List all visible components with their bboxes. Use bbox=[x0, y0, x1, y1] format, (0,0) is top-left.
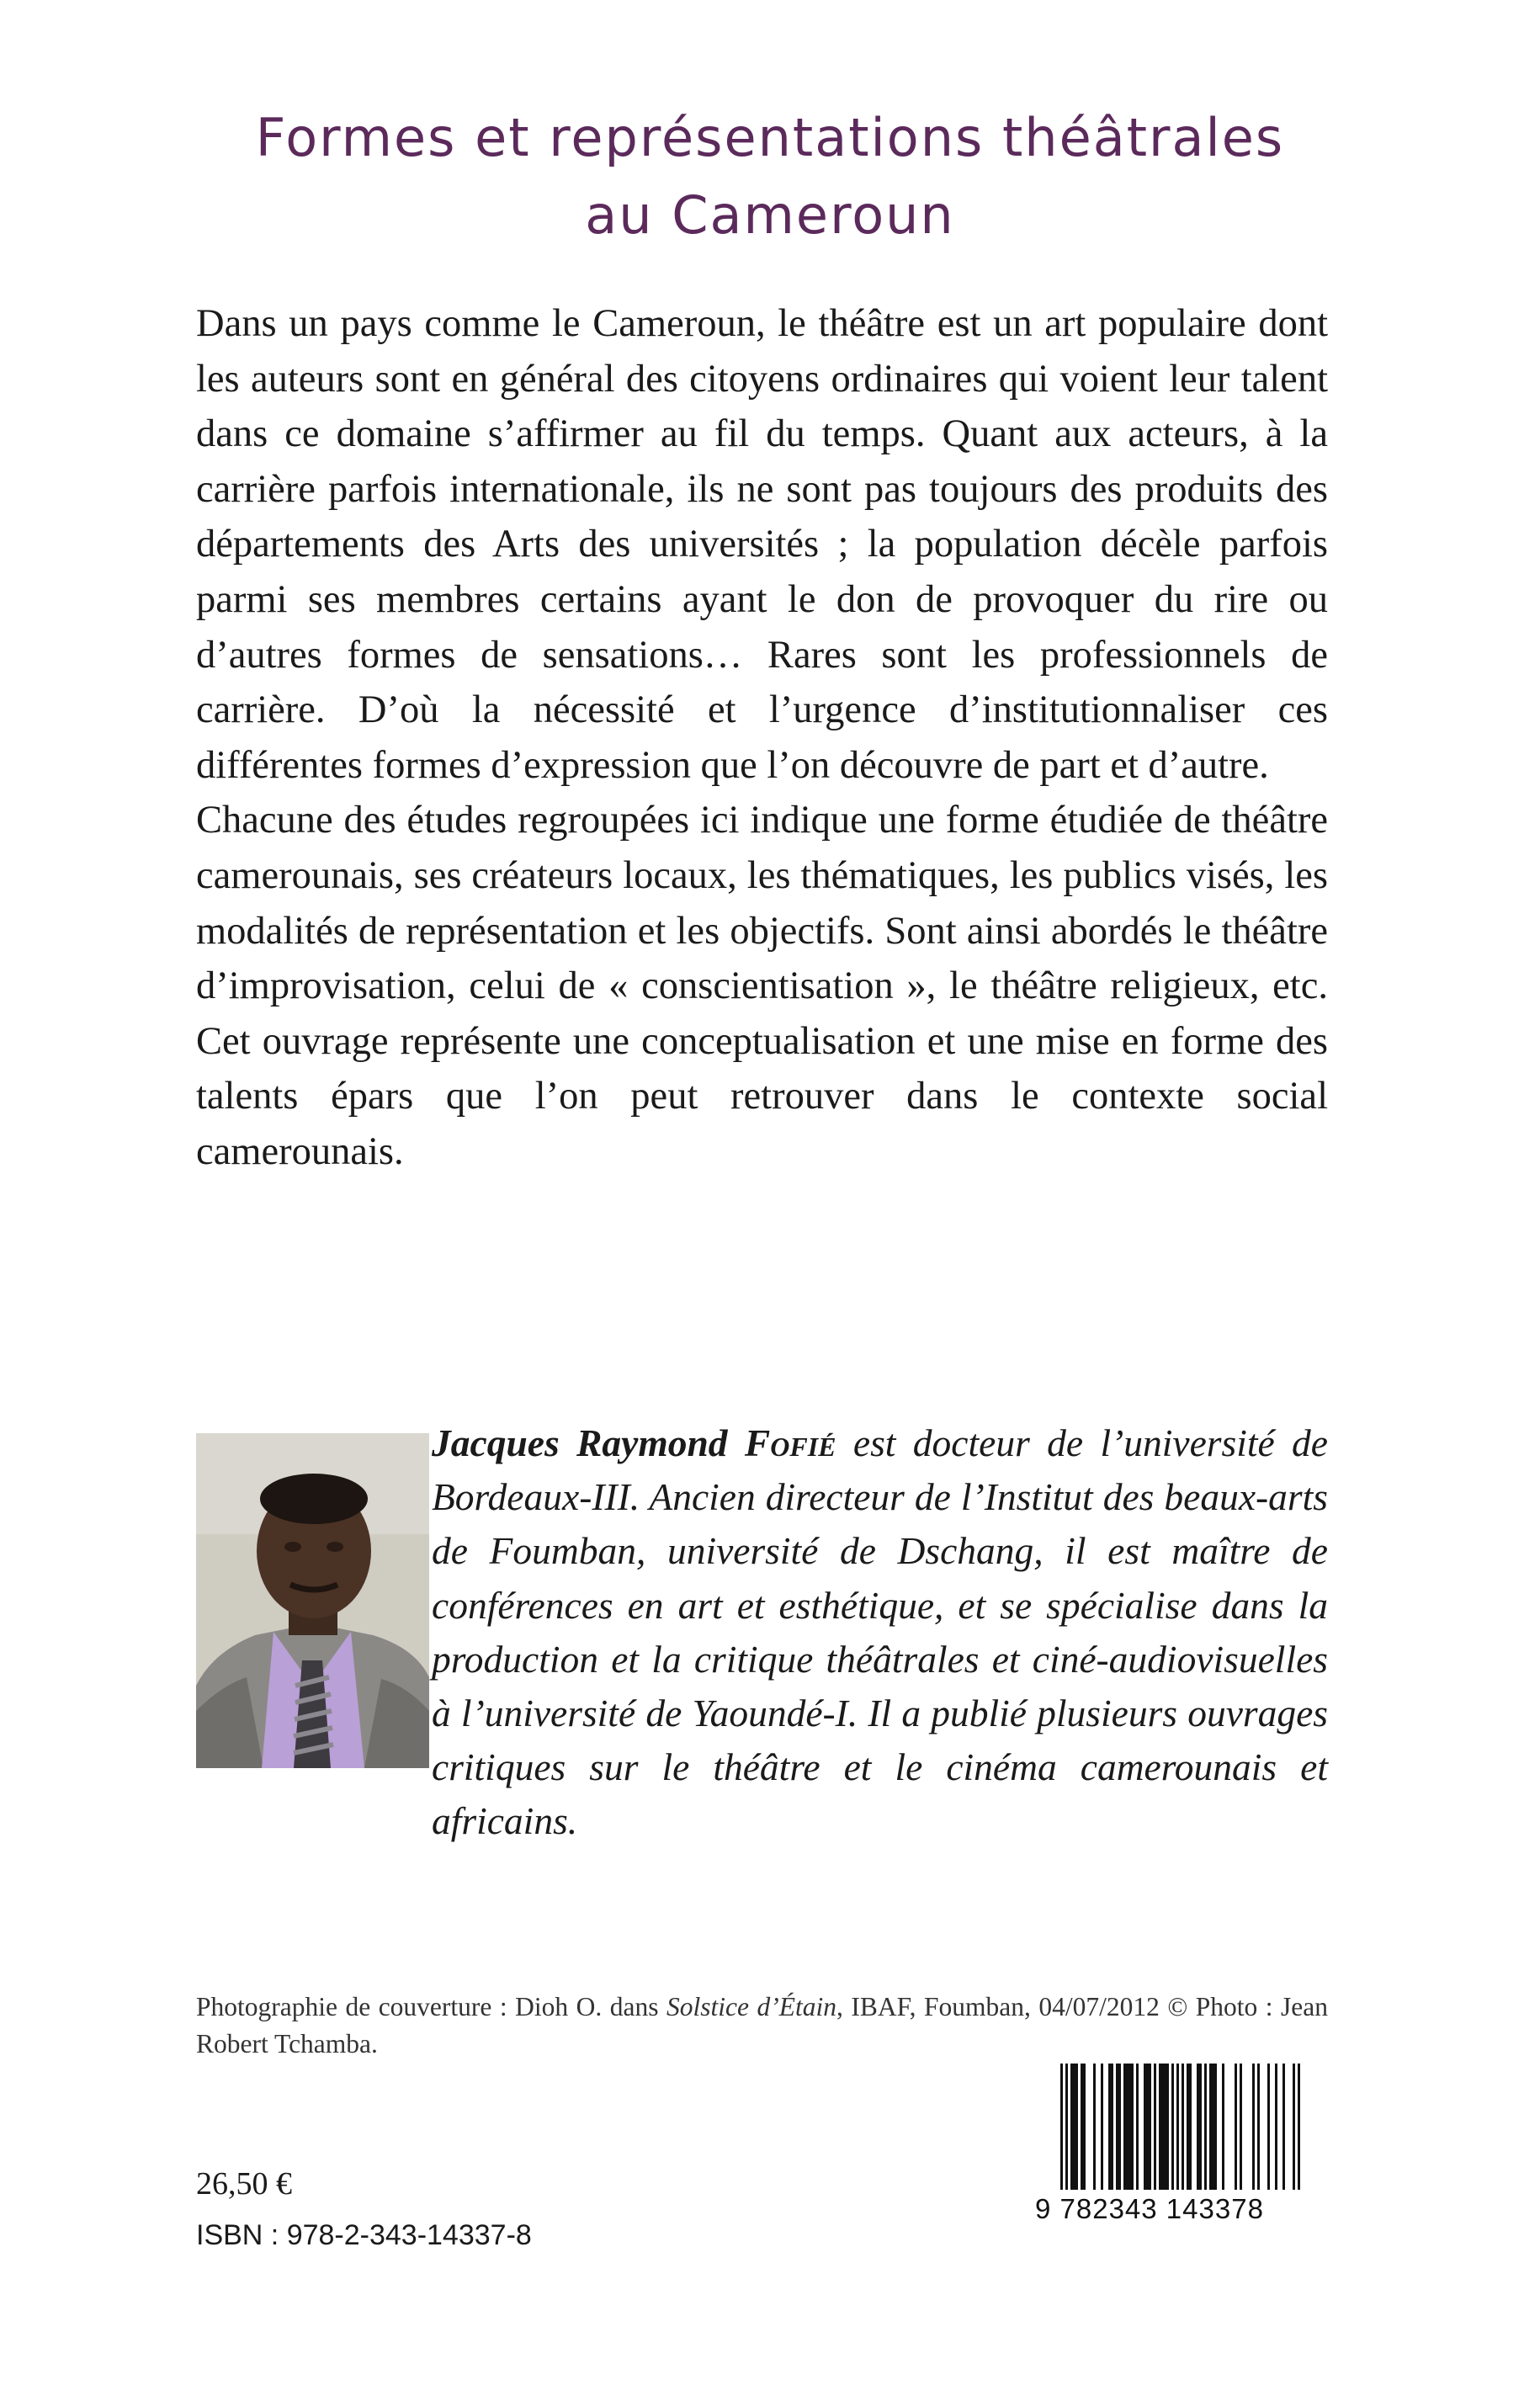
barcode-bar bbox=[1252, 2064, 1255, 2190]
cover-photo-credit bbox=[196, 1989, 1328, 2063]
barcode-bar bbox=[1235, 2064, 1237, 2190]
barcode-bar bbox=[1118, 2064, 1121, 2190]
credit-suffix: , IBAF, Foumban, 04/07/2012 © Photo : Jean Robert Tchamba. bbox=[196, 1992, 1328, 2058]
barcode-bar bbox=[1189, 2064, 1192, 2190]
barcode-bar bbox=[1209, 2064, 1212, 2190]
barcode-bar bbox=[1171, 2064, 1174, 2190]
book-title bbox=[0, 99, 1540, 254]
author-photo bbox=[196, 1433, 429, 1768]
barcode-bar bbox=[1144, 2064, 1146, 2190]
barcode-bar bbox=[1083, 2064, 1086, 2190]
isbn: ISBN : 978-2-343-14337-8 bbox=[196, 2219, 532, 2251]
barcode-bar bbox=[1257, 2064, 1260, 2190]
barcode-bar bbox=[1187, 2064, 1189, 2190]
author-first-names: Jacques Raymond bbox=[432, 1421, 728, 1464]
barcode-bar bbox=[1070, 2064, 1073, 2190]
barcode-bar bbox=[1199, 2064, 1202, 2190]
book-title-line-1: Formes et représentations théâtrales bbox=[255, 107, 1285, 168]
book-title-line-2: au Cameroun bbox=[585, 184, 955, 246]
barcode-bars bbox=[1035, 2064, 1330, 2207]
barcode-bar bbox=[1123, 2064, 1126, 2190]
author-surname: Fofié bbox=[744, 1421, 836, 1464]
barcode-bar bbox=[1164, 2064, 1166, 2190]
barcode-bar bbox=[1197, 2064, 1199, 2190]
barcode-bar bbox=[1240, 2064, 1242, 2190]
barcode-bar bbox=[1075, 2064, 1078, 2190]
barcode-bar bbox=[1060, 2064, 1063, 2190]
barcode-bar bbox=[1204, 2064, 1207, 2190]
blurb-paragraph-1: Dans un pays comme le Cameroun, le théâtre est un art populaire dont les auteurs sont en général des citoyens ordinaires qui voient leur talent dans ce domaine s’affirmer au fil du temps. Quant aux acteurs, à la carrière parfois internationale, ils ne sont pas toujours des produits des départements des Arts des universités ; la population décèle parfois parmi ses membres certains ayant le don de provoquer du rire ou d’autres formes de sensations… Rares sont les professionnels de carrière. D’où la nécessité et l’urgence d’institutionnaliser ces différentes formes d’expression que l’on découvre de part et d’autre. bbox=[196, 302, 1328, 787]
barcode-bar bbox=[1182, 2064, 1184, 2190]
barcode-bar bbox=[1146, 2064, 1149, 2190]
credit-work-title: Solstice d’Étain bbox=[666, 1992, 836, 2021]
price: 26,50 € bbox=[196, 2166, 292, 2202]
barcode-digits: 9 782343 143378 bbox=[1035, 2191, 1330, 2225]
barcode-bar bbox=[1073, 2064, 1075, 2190]
barcode-bar bbox=[1154, 2064, 1156, 2190]
barcode-bar bbox=[1116, 2064, 1118, 2190]
barcode-bar bbox=[1161, 2064, 1164, 2190]
barcode-bar bbox=[1159, 2064, 1161, 2190]
barcode-bar bbox=[1212, 2064, 1214, 2190]
barcode-bar bbox=[1136, 2064, 1139, 2190]
barcode-bar bbox=[1081, 2064, 1083, 2190]
barcode-bar bbox=[1149, 2064, 1151, 2190]
author-bio-text: est docteur de l’université de Bordeaux-III. Ancien directeur de l’Institut des beaux-arts de Foumban, université de Dschang, il est maître de conférences en art et esthétique, et se spécialise dans la production et la critique théâtrales et ciné-audiovisuelles à l’université de Yaoundé-I. Il a publié plusieurs ouvrages critiques sur le théâtre et le cinéma camerounais et africains. bbox=[432, 1421, 1328, 1843]
author-bio bbox=[432, 1416, 1328, 1849]
blurb-paragraph-2: Chacune des études regroupées ici indique une forme étudiée de théâtre camerounais, ses créateurs locaux, les thématiques, les publics visés, les modalités de représentation et les objectifs. Sont ainsi abordés le théâtre d’improvisation, celui de « conscientisation », le théâtre religieux, etc. Cet ouvrage représente une conceptualisation et une mise en forme des talents épars que l’on peut retrouver dans le contexte social camerounais. bbox=[196, 799, 1328, 1173]
barcode-bar bbox=[1065, 2064, 1068, 2190]
barcode-bar bbox=[1298, 2064, 1300, 2190]
barcode-bar bbox=[1275, 2064, 1277, 2190]
barcode-bar bbox=[1214, 2064, 1217, 2190]
barcode-bar bbox=[1222, 2064, 1224, 2190]
barcode-bar bbox=[1282, 2064, 1285, 2190]
barcode-bar bbox=[1126, 2064, 1128, 2190]
barcode-bar bbox=[1111, 2064, 1113, 2190]
barcode-bar bbox=[1108, 2064, 1111, 2190]
back-cover-blurb bbox=[196, 296, 1328, 1180]
barcode-bar bbox=[1267, 2064, 1270, 2190]
barcode-bar bbox=[1093, 2064, 1096, 2190]
barcode-bar bbox=[1176, 2064, 1179, 2190]
credit-prefix: Photographie de couverture : Dioh O. dans bbox=[196, 1992, 666, 2021]
barcode-bar bbox=[1101, 2064, 1103, 2190]
barcode-bar bbox=[1131, 2064, 1134, 2190]
barcode-bar bbox=[1166, 2064, 1169, 2190]
barcode-bar bbox=[1128, 2064, 1131, 2190]
barcode-bar bbox=[1293, 2064, 1295, 2190]
